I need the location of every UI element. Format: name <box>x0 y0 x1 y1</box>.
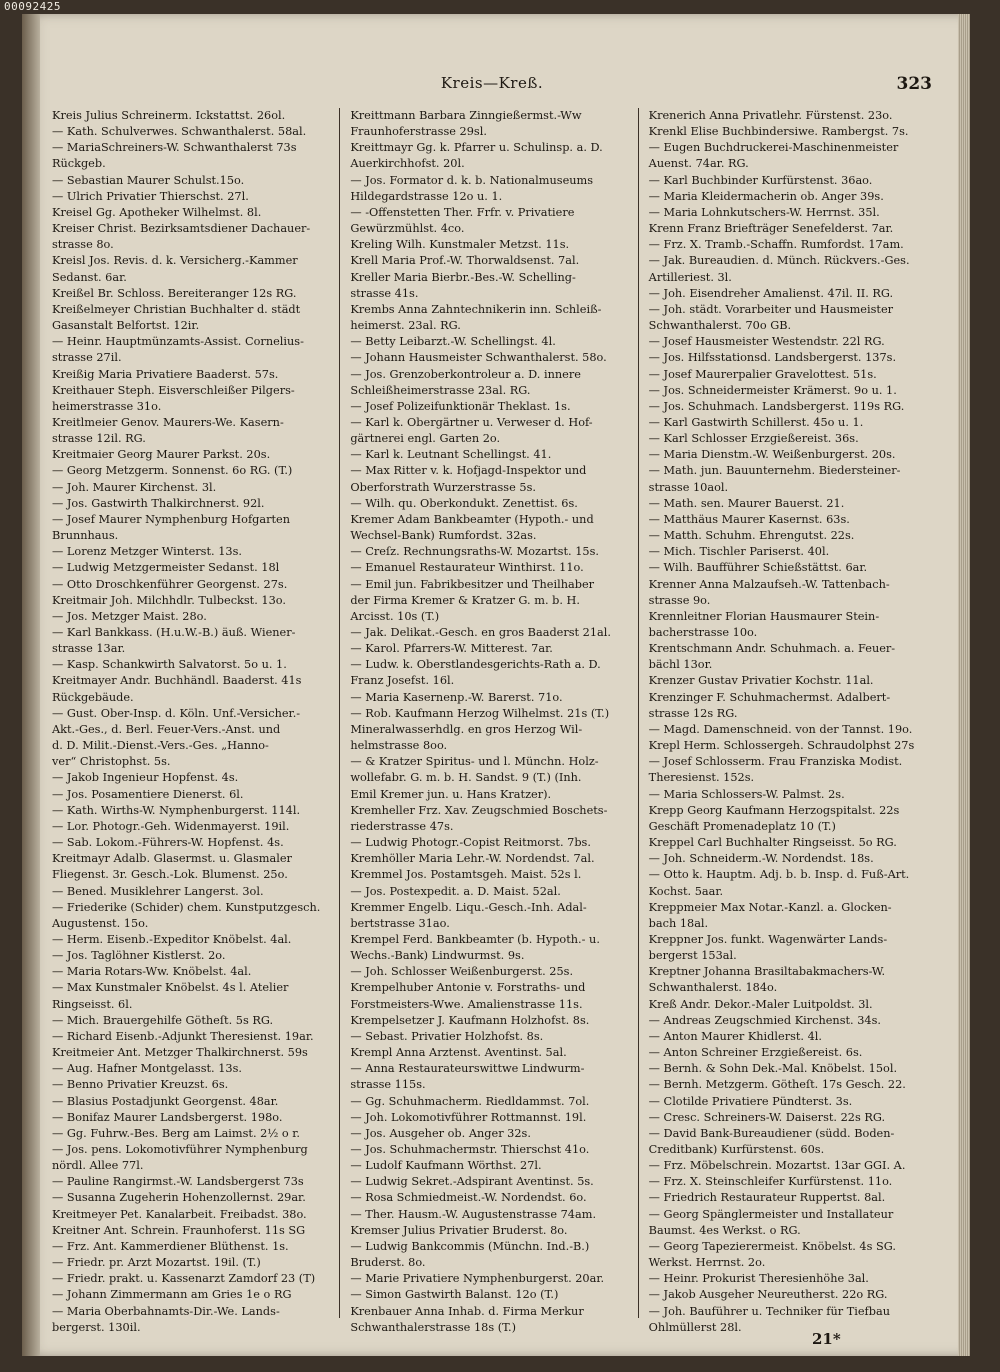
directory-entry-line: Kreis Julius Schreinerm. Ickstattst. 26ol. <box>52 109 286 122</box>
directory-entry-line: Krell Maria Prof.-W. Thorwaldsenst. 7al. <box>350 254 580 268</box>
directory-entry-line: — Frz. Ant. Kammerdiener Blüthenst. 1s. <box>52 1239 289 1253</box>
directory-entry-line: — Otto Droschkenführer Georgenst. 27s. <box>52 577 288 591</box>
directory-entry-line: Gasanstalt Belfortst. 12ir. <box>52 319 200 333</box>
directory-entry-line: — Jos. Schneidermeister Krämerst. 9o u. 1. <box>648 383 897 397</box>
directory-entry-line: — Eugen Buchdruckerei-Maschinenmeister <box>648 141 899 155</box>
directory-entry-line: — Andreas Zeugschmied Kirchenst. 34s. <box>648 1013 881 1027</box>
directory-entry-line: — Lor. Photogr.-Geh. Widenmayerst. 19il. <box>52 819 290 833</box>
directory-entry-line: — Heinr. Prokurist Theresienhöhe 3al. <box>648 1272 869 1286</box>
directory-entry-line: — Gg. Fuhrw.-Bes. Berg am Laimst. 2½ o r. <box>52 1126 301 1140</box>
directory-entry-line: — Ludolf Kaufmann Wörthst. 27l. <box>350 1159 542 1173</box>
directory-entry-line: — Ludwig Bankcommis (Münchn. Ind.-B.) <box>350 1239 590 1253</box>
signature-mark: 21* <box>812 1330 841 1348</box>
directory-entry-line: — Math. jun. Bauunternehm. Biedersteiner- <box>648 464 901 478</box>
directory-entry-line: Brunnhaus. <box>52 529 119 543</box>
directory-entry-line: — Jak. Bureaudien. d. Münch. Rückvers.-Ges. <box>648 254 910 268</box>
directory-entry-line: — Magd. Damenschneid. von der Tannst. 19o. <box>648 722 913 736</box>
page-number: 323 <box>896 74 932 94</box>
directory-entry-line: Krenzinger F. Schuhmachermst. Adalbert- <box>648 690 891 704</box>
directory-column-2 <box>350 108 638 1334</box>
directory-entry-line: — Josef Polizeifunktionär Theklast. 1s. <box>350 399 571 413</box>
directory-entry-line: — Maria Rotars-Ww. Knöbelst. 4al. <box>52 965 252 979</box>
directory-entry-line: — Matthäus Maurer Kasernst. 63s. <box>648 512 850 526</box>
directory-entry-line: — Ulrich Privatier Thierschst. 27l. <box>52 189 249 203</box>
directory-entry-line: — Friedr. prakt. u. Kassenarzt Zamdorf 23 (T) <box>52 1272 316 1286</box>
directory-entry-line: strasse 12s RG. <box>648 706 738 720</box>
directory-entry-line: Kreppel Carl Buchhalter Ringseisst. 5o RG. <box>648 836 897 850</box>
directory-entry-line: Kremmer Engelb. Liqu.-Gesch.-Inh. Adal- <box>350 900 587 914</box>
directory-entry-line: Kremmel Jos. Postamtsgeh. Maist. 52s l. <box>350 868 582 882</box>
directory-entry-line: Schwanthalerst. 70o GB. <box>648 319 792 333</box>
directory-entry-line: — Jakob Ausgeher Neureutherst. 22o RG. <box>648 1288 888 1302</box>
directory-entry-line: nördl. Allee 77l. <box>52 1159 144 1173</box>
directory-entry-line: strasse 10aol. <box>648 480 729 494</box>
directory-entry-line: — Karl k. Obergärtner u. Verweser d. Hof- <box>350 415 593 429</box>
directory-entry-line: Franz Josefst. 16l. <box>350 674 455 688</box>
directory-entry-line: bertstrasse 31ao. <box>350 916 450 930</box>
directory-entry-line: Kreß Andr. Dekor.-Maler Luitpoldst. 3l. <box>648 997 873 1011</box>
directory-entry-line: Krempelsetzer J. Kaufmann Holzhofst. 8s. <box>350 1013 590 1027</box>
directory-entry-line: — Friedrich Restaurateur Ruppertst. 8al. <box>648 1191 886 1205</box>
directory-entry-line: Schwanthalerst. 184o. <box>648 981 778 995</box>
directory-entry-line: — Karl k. Leutnant Schellingst. 41. <box>350 448 552 462</box>
directory-entry-line: — Susanna Zugeherin Hohenzollernst. 29ar. <box>52 1191 306 1205</box>
directory-entry-line: — Georg Tapezierermeist. Knöbelst. 4s SG. <box>648 1239 896 1253</box>
directory-entry-line: Krenzer Gustav Privatier Kochstr. 11al. <box>648 674 874 688</box>
directory-entry-line: — Ther. Hausm.-W. Augustenstrasse 74am. <box>350 1207 597 1221</box>
directory-entry-line: bacherstrasse 10o. <box>648 626 758 639</box>
directory-entry-line: Schleißheimerstrasse 23al. RG. <box>350 383 531 397</box>
directory-entry-line: gärtnerei engl. Garten 2o. <box>350 432 501 446</box>
directory-entry-line: strasse 13ar. <box>52 642 126 656</box>
directory-entry-line: — Anton Maurer Khidlerst. 4l. <box>648 1029 823 1043</box>
directory-column-3 <box>648 108 936 1334</box>
directory-entry-line: strasse 41s. <box>350 286 419 300</box>
directory-entry-line: — Jos. Schuhmachermstr. Thierschst 41o. <box>350 1143 590 1156</box>
directory-entry-line: — Jakob Ingenieur Hopfenst. 4s. <box>52 771 239 785</box>
directory-entry-line: Kreitner Ant. Schrein. Fraunhoferst. 11s SG <box>52 1223 306 1237</box>
directory-entry-line: Fraunhoferstrasse 29sl. <box>350 125 487 139</box>
directory-entry-line: — Anton Schreiner Erzgießereist. 6s. <box>648 1046 863 1060</box>
directory-entry-line: — Georg Metzgerm. Sonnenst. 6o RG. (T.) <box>52 464 293 478</box>
directory-entry-line: heimerstrasse 31o. <box>52 399 162 413</box>
directory-entry-line: Krempl Anna Arztenst. Aventinst. 5al. <box>350 1046 567 1060</box>
directory-entry-line: Krepp Georg Kaufmann Herzogspitalst. 22s <box>648 803 900 817</box>
directory-entry-line: Krentschmann Andr. Schuhmach. a. Feuer- <box>648 642 896 656</box>
directory-entry-line: Bruderst. 8o. <box>350 1256 426 1270</box>
directory-entry-line: — Wilh. Baufführer Schießstättst. 6ar. <box>648 561 868 575</box>
directory-entry-line: Krenbauer Anna Inhab. d. Firma Merkur <box>350 1304 584 1318</box>
directory-entry-line: — Max Ritter v. k. Hofjagd-Inspektor und <box>350 464 587 478</box>
directory-entry-line: — Emil jun. Fabrikbesitzer und Theilhaber <box>350 577 595 591</box>
directory-entry-line: — Jak. Delikat.-Gesch. en gros Baaderst 21al. <box>350 626 612 639</box>
directory-entry-line: — Friedr. pr. Arzt Mozartst. 19il. (T.) <box>52 1256 261 1270</box>
directory-entry-line: — Joh. städt. Vorarbeiter und Hausmeister <box>648 302 894 316</box>
directory-entry-line: Kreithauer Steph. Eisverschleißer Pilgers- <box>52 383 295 397</box>
directory-entry-line: — Jos. Formator d. k. b. Nationalmuseums <box>350 173 594 187</box>
directory-entry-line: Rückgeb. <box>52 157 106 171</box>
directory-entry-line: Oberforstrath Wurzerstrasse 5s. <box>350 480 536 494</box>
directory-entry-line: — Jos. Posamentiere Dienerst. 6l. <box>52 787 244 801</box>
directory-entry-line: Werkst. Herrnst. 2o. <box>648 1256 766 1270</box>
directory-entry-line: — Anna Restaurateurswittwe Lindwurm- <box>350 1062 585 1076</box>
directory-entry-line: — Johann Hausmeister Schwanthalerst. 58o. <box>350 351 607 365</box>
directory-entry-line: — Ludwig Sekret.-Adspirant Aventinst. 5s. <box>350 1175 594 1189</box>
directory-entry-line: — Josef Maurerpalier Gravelottest. 51s. <box>648 367 877 381</box>
directory-entry-line: Kreitmeier Ant. Metzger Thalkirchnerst. 59s <box>52 1046 308 1060</box>
directory-entry-line: — Johann Zimmermann am Gries 1e o RG <box>52 1288 292 1302</box>
directory-entry-line: Kreitmayer Andr. Buchhändl. Baaderst. 41s <box>52 674 302 688</box>
directory-entry-line: — Maria Lohnkutschers-W. Herrnst. 35l. <box>648 205 880 219</box>
directory-entry-line: — Lorenz Metzger Winterst. 13s. <box>52 545 242 559</box>
directory-entry-line: — Jos. Postexpedit. a. D. Maist. 52al. <box>350 884 561 898</box>
directory-entry-line: — Kath. Schulverwes. Schwanthalerst. 58al. <box>52 125 307 139</box>
directory-entry-line: — Maria Kasernenp.-W. Barerst. 71o. <box>350 690 563 704</box>
directory-entry-line: Krennleitner Florian Hausmaurer Stein- <box>648 609 880 623</box>
directory-columns <box>52 108 936 1334</box>
directory-entry-line: Artilleriest. 3l. <box>648 270 732 284</box>
directory-entry-line: Ohlmüllerst 28l. <box>648 1320 742 1334</box>
directory-entry-line: — Joh. Eisendreher Amalienst. 47il. II. RG. <box>648 286 894 300</box>
directory-entry-line: Wechsel-Bank) Rumfordst. 32as. <box>350 529 537 543</box>
directory-entry-line: heimerst. 23al. RG. <box>350 319 461 333</box>
directory-entry-line: — Maria Dienstm.-W. Weißenburgerst. 20s. <box>648 448 896 462</box>
directory-entry-line: — Jos. Hilfsstationsd. Landsbergerst. 137s. <box>648 351 897 365</box>
directory-entry-line: strasse 9o. <box>648 593 711 607</box>
directory-entry-line: — Blasius Postadjunkt Georgenst. 48ar. <box>52 1094 279 1108</box>
directory-entry-line: — Marie Privatiere Nymphenburgerst. 20ar. <box>350 1272 605 1286</box>
directory-entry-line: — Rob. Kaufmann Herzog Wilhelmst. 21s (T.) <box>350 706 610 720</box>
directory-column-1 <box>52 108 340 1334</box>
directory-entry-line: — Ludwig Photogr.-Copist Reitmorst. 7bs. <box>350 836 591 850</box>
directory-entry-line: — Joh. Maurer Kirchenst. 3l. <box>52 480 217 494</box>
directory-entry-line: bach 18al. <box>648 916 709 930</box>
directory-entry-line: — Maria Kleidermacherin ob. Anger 39s. <box>648 189 884 203</box>
directory-entry-line: Kreppner Jos. funkt. Wagenwärter Lands- <box>648 932 888 946</box>
directory-entry-line: — Sebast. Privatier Holzhofst. 8s. <box>350 1029 544 1043</box>
directory-entry-line: Geschäft Promenadeplatz 10 (T.) <box>648 819 836 833</box>
directory-entry-line: — Mich. Brauergehilfe Götheſt. 5s RG. <box>52 1013 274 1027</box>
directory-entry-line: — Maria Schlossers-W. Palmst. 2s. <box>648 787 845 801</box>
directory-entry-line: Krenerich Anna Privatlehr. Fürstenst. 23o. <box>648 109 893 122</box>
directory-entry-line: — Joh. Bauführer u. Techniker für Tiefbau <box>648 1304 890 1318</box>
directory-entry-line: — Kath. Wirths-W. Nymphenburgerst. 114l. <box>52 803 301 817</box>
directory-entry-line: — Herm. Eisenb.-Expeditor Knöbelst. 4al. <box>52 932 292 946</box>
directory-entry-line: — Josef Hausmeister Westendstr. 22l RG. <box>648 335 885 349</box>
directory-entry-line: — Ludw. k. Oberstlandesgerichts-Rath a. D. <box>350 658 601 672</box>
directory-entry-line: Kreling Wilh. Kunstmaler Metzst. 11s. <box>350 238 570 252</box>
directory-entry-line: — Friederike (Schider) chem. Kunstputzgesch. <box>52 900 321 914</box>
directory-entry-line: strasse 115s. <box>350 1078 426 1092</box>
directory-entry-line: Forstmeisters-Wwe. Amalienstrasse 11s. <box>350 997 583 1011</box>
directory-entry-line: — Richard Eisenb.-Adjunkt Theresienst. 19ar. <box>52 1029 314 1043</box>
directory-entry-line: — Karl Gastwirth Schillerst. 45o u. 1. <box>648 415 864 429</box>
directory-entry-line: — Jos. Taglöhner Kistlerst. 2o. <box>52 949 226 963</box>
directory-entry-line: — Betty Leibarzt.-W. Schellingst. 4l. <box>350 335 556 349</box>
directory-entry-line: Theresienst. 152s. <box>648 771 755 785</box>
directory-entry-line: — Jos. pens. Lokomotivführer Nymphenburg <box>52 1143 308 1156</box>
directory-entry-line: — Emanuel Restaurateur Winthirst. 11o. <box>350 561 584 575</box>
directory-entry-line: strasse 8o. <box>52 238 114 252</box>
directory-entry-line: Fliegenst. 3r. Gesch.-Lok. Blumenst. 25o. <box>52 868 288 882</box>
page-edge <box>958 14 970 1356</box>
directory-entry-line: Kreißel Br. Schloss. Bereiteranger 12s RG. <box>52 286 297 300</box>
directory-entry-line: Augustenst. 15o. <box>52 916 149 930</box>
running-title: Kreis—Kreß. <box>440 74 544 92</box>
directory-entry-line: Kreittmayr Gg. k. Pfarrer u. Schulinsp. a. D. <box>350 141 603 155</box>
directory-entry-line: Gewürzmühlst. 4co. <box>350 222 465 236</box>
directory-entry-line: bergerst 153al. <box>648 949 737 963</box>
directory-entry-line: — Rosa Schmiedmeist.-W. Nordendst. 6o. <box>350 1191 587 1205</box>
directory-entry-line: Kreißig Maria Privatiere Baaderst. 57s. <box>52 367 279 381</box>
directory-entry-line: — Cresc. Schreiners-W. Daiserst. 22s RG. <box>648 1110 886 1124</box>
directory-entry-line: Kreptner Johanna Brasiltabakmachers-W. <box>648 965 886 979</box>
directory-entry-line: — Joh. Schneiderm.-W. Nordendst. 18s. <box>648 852 874 866</box>
directory-entry-line: — Bernh. Metzgerm. Götheſt. 17s Gesch. 22. <box>648 1078 906 1092</box>
directory-entry-line: Kreittmann Barbara Zinngießermst.-Ww <box>350 109 582 122</box>
directory-entry-line: Ringseisst. 6l. <box>52 997 133 1011</box>
directory-entry-line: — Bonifaz Maurer Landsbergerst. 198o. <box>52 1110 283 1124</box>
directory-entry-line: Kreisl Jos. Revis. d. k. Versicherg.-Kammer <box>52 254 298 268</box>
directory-entry-line: Kremhöller Maria Lehr.-W. Nordendst. 7al. <box>350 852 595 866</box>
directory-entry-line: Krempelhuber Antonie v. Forstraths- und <box>350 981 586 995</box>
directory-entry-line: Emil Kremer jun. u. Hans Kratzer). <box>350 787 552 801</box>
directory-entry-line: — Frz. X. Steinschleifer Kurfürstenst. 11o. <box>648 1175 893 1189</box>
directory-entry-line: Kreitlmeier Genov. Maurers-We. Kasern- <box>52 415 284 429</box>
directory-entry-line: — Jos. Ausgeher ob. Anger 32s. <box>350 1126 531 1140</box>
directory-entry-line: — Heinr. Hauptmünzamts-Assist. Cornelius- <box>52 335 304 349</box>
directory-entry-line: — Max Kunstmaler Knöbelst. 4s l. Atelier <box>52 981 289 995</box>
directory-entry-line: — Creſz. Rechnungsraths-W. Mozartst. 15s. <box>350 545 599 559</box>
book-page <box>22 14 970 1356</box>
directory-entry-line: — Otto k. Hauptm. Adj. b. b. Insp. d. Fuß-Art. <box>648 868 910 882</box>
directory-entry-line: — Joh. Lokomotivführer Rottmannst. 19l. <box>350 1110 587 1124</box>
directory-entry-line: Auerkirchhofst. 20l. <box>350 157 465 171</box>
directory-entry-line: Akt.-Ges., d. Berl. Feuer-Vers.-Anst. und <box>52 722 281 736</box>
directory-entry-line: — Karol. Pfarrers-W. Mitterest. 7ar. <box>350 642 553 656</box>
directory-entry-line: Hildegardstrasse 12o u. 1. <box>350 189 503 203</box>
directory-entry-line: strasse 27il. <box>52 351 122 365</box>
directory-entry-line: — Sebastian Maurer Schulst.15o. <box>52 173 245 187</box>
directory-entry-line: — Josef Schlosserm. Frau Franziska Modist. <box>648 755 903 769</box>
directory-entry-line: — Mich. Tischler Pariserst. 40l. <box>648 545 830 559</box>
directory-entry-line: — Frz. X. Tramb.-Schaffn. Rumfordst. 17am. <box>648 238 904 252</box>
page-gutter <box>22 14 40 1356</box>
page-header <box>52 74 932 98</box>
directory-entry-line: — Pauline Rangirmst.-W. Landsbergerst 73s <box>52 1175 304 1189</box>
directory-entry-line: Baumst. 4es Werkst. o RG. <box>648 1223 801 1237</box>
directory-entry-line: Kreitmair Joh. Milchhdlr. Tulbeckst. 13o. <box>52 593 286 607</box>
directory-entry-line: — Simon Gastwirth Balanst. 12o (T.) <box>350 1288 559 1302</box>
directory-entry-line: d. D. Milit.-Dienst.-Vers.-Ges. „Hanno- <box>52 739 269 753</box>
directory-entry-line: Kreitmeyer Pet. Kanalarbeit. Freibadst. 38o. <box>52 1207 307 1221</box>
directory-entry-line: Auenst. 74ar. RG. <box>648 157 749 171</box>
directory-entry-line: — Matth. Schuhm. Ehrengutst. 22s. <box>648 529 855 543</box>
directory-entry-line: — Clotilde Privatiere Pündterst. 3s. <box>648 1094 853 1108</box>
directory-entry-line: — Joh. Schlosser Weißenburgerst. 25s. <box>350 965 574 979</box>
directory-entry-line: Krepl Herm. Schlossergeh. Schraudolphst 27s <box>648 739 915 753</box>
directory-entry-line: Kreisel Gg. Apotheker Wilhelmst. 8l. <box>52 205 262 219</box>
directory-entry-line: Wechs.-Bank) Lindwurmst. 9s. <box>350 949 525 963</box>
directory-entry-line: — Karl Bankkass. (H.u.W.-B.) äuß. Wiener- <box>52 626 296 639</box>
directory-entry-line: — Frz. Möbelschrein. Mozartst. 13ar GGI. A. <box>648 1159 906 1173</box>
directory-entry-line: Creditbank) Kurfürstenst. 60s. <box>648 1143 825 1156</box>
directory-entry-line: — Karl Schlosser Erzgießereist. 36s. <box>648 432 859 446</box>
directory-entry-line: — Aug. Hafner Montgelasst. 13s. <box>52 1062 242 1076</box>
directory-entry-line: der Firma Kremer & Kratzer G. m. b. H. <box>350 593 580 607</box>
directory-entry-line: — MariaSchreiners-W. Schwanthalerst 73s <box>52 141 297 155</box>
directory-entry-line: Krempel Ferd. Bankbeamter (b. Hypoth.- u. <box>350 932 600 946</box>
directory-entry-line: Kremer Adam Bankbeamter (Hypoth.- und <box>350 512 594 526</box>
directory-entry-line: Krembs Anna Zahntechnikerin inn. Schleiß- <box>350 302 602 316</box>
directory-entry-line: bächl 13or. <box>648 658 713 672</box>
scan-reference-number: 00092425 <box>4 0 61 13</box>
directory-entry-line: Mineralwasserhdlg. en gros Herzog Wil- <box>350 722 583 736</box>
directory-entry-line: Rückgebäude. <box>52 690 134 704</box>
directory-entry-line: Arcisst. 10s (T.) <box>350 609 440 623</box>
directory-entry-line: — & Kratzer Spiritus- und l. Münchn. Holz- <box>350 755 599 769</box>
directory-entry-line: — Kasp. Schankwirth Salvatorst. 5o u. 1. <box>52 658 287 672</box>
directory-entry-line: — Jos. Grenzoberkontroleur a. D. innere <box>350 367 581 381</box>
directory-entry-line: — Georg Spänglermeister und Installateur <box>648 1207 894 1221</box>
directory-entry-line: — Jos. Metzger Maist. 28o. <box>52 609 207 623</box>
directory-entry-line: Kreppmeier Max Notar.-Kanzl. a. Glocken- <box>648 900 892 914</box>
directory-entry-line: helmstrasse 8oo. <box>350 739 448 753</box>
directory-entry-line: Kreitmaier Georg Maurer Parkst. 20s. <box>52 448 271 462</box>
directory-entry-line: — Bened. Musiklehrer Langerst. 3ol. <box>52 884 264 898</box>
directory-entry-line: — -Offenstetten Ther. Frfr. v. Privatiere <box>350 205 575 219</box>
directory-entry-line: strasse 12il. RG. <box>52 432 146 446</box>
directory-entry-line: Krenner Anna Malzaufseh.-W. Tattenbach- <box>648 577 890 591</box>
directory-entry-line: — Math. sen. Maurer Bauerst. 21. <box>648 496 845 510</box>
directory-entry-line: — Bernh. & Sohn Dek.-Mal. Knöbelst. 15ol. <box>648 1062 898 1076</box>
directory-entry-line: — Ludwig Metzgermeister Sedanst. 18l <box>52 561 280 575</box>
directory-entry-line: Schwanthalerstrasse 18s (T.) <box>350 1320 516 1334</box>
directory-entry-line: — Jos. Schuhmach. Landsbergerst. 119s RG. <box>648 399 905 413</box>
directory-entry-line: — David Bank-Bureaudiener (südd. Boden- <box>648 1126 895 1140</box>
directory-entry-line: Kreitmayr Adalb. Glasermst. u. Glasmaler <box>52 852 292 866</box>
directory-entry-line: — Wilh. qu. Oberkondukt. Zenettist. 6s. <box>350 496 578 510</box>
directory-entry-line: Kreißelmeyer Christian Buchhalter d. städt <box>52 302 301 316</box>
directory-entry-line: wollefabr. G. m. b. H. Sandst. 9 (T.) (Inh. <box>350 771 582 785</box>
directory-entry-line: — Josef Maurer Nymphenburg Hofgarten <box>52 512 291 526</box>
directory-entry-line: Krenkl Elise Buchbindersiwe. Rambergst. 7s. <box>648 125 909 139</box>
directory-entry-line: Kreiser Christ. Bezirksamtsdiener Dachauer- <box>52 222 311 236</box>
directory-entry-line: Krenn Franz Briefträger Senefelderst. 7ar. <box>648 222 894 236</box>
directory-entry-line: — Gust. Ober-Insp. d. Köln. Unf.-Versicher.- <box>52 706 301 720</box>
directory-entry-line: Kreller Maria Bierbr.-Bes.-W. Schelling- <box>350 270 576 284</box>
directory-entry-line: — Gg. Schuhmacherm. Riedldammst. 7ol. <box>350 1094 590 1108</box>
directory-entry-line: bergerst. 130il. <box>52 1320 141 1334</box>
directory-entry-line: — Sab. Lokom.-Führers-W. Hopfenst. 4s. <box>52 836 284 850</box>
directory-entry-line: Kremheller Frz. Xav. Zeugschmied Boschets- <box>350 803 608 817</box>
directory-entry-line: Kremser Julius Privatier Bruderst. 8o. <box>350 1223 568 1237</box>
directory-entry-line: Kochst. 5aar. <box>648 884 724 898</box>
directory-entry-line: — Karl Buchbinder Kurfürstenst. 36ao. <box>648 173 873 187</box>
directory-entry-line: — Jos. Gastwirth Thalkirchnerst. 92l. <box>52 496 265 510</box>
directory-entry-line: ver“ Christophst. 5s. <box>52 755 171 769</box>
directory-entry-line: — Maria Oberbahnamts-Dir.-We. Lands- <box>52 1304 280 1318</box>
directory-entry-line: — Benno Privatier Kreuzst. 6s. <box>52 1078 229 1092</box>
directory-entry-line: riederstrasse 47s. <box>350 819 454 833</box>
directory-entry-line: Sedanst. 6ar. <box>52 270 127 284</box>
